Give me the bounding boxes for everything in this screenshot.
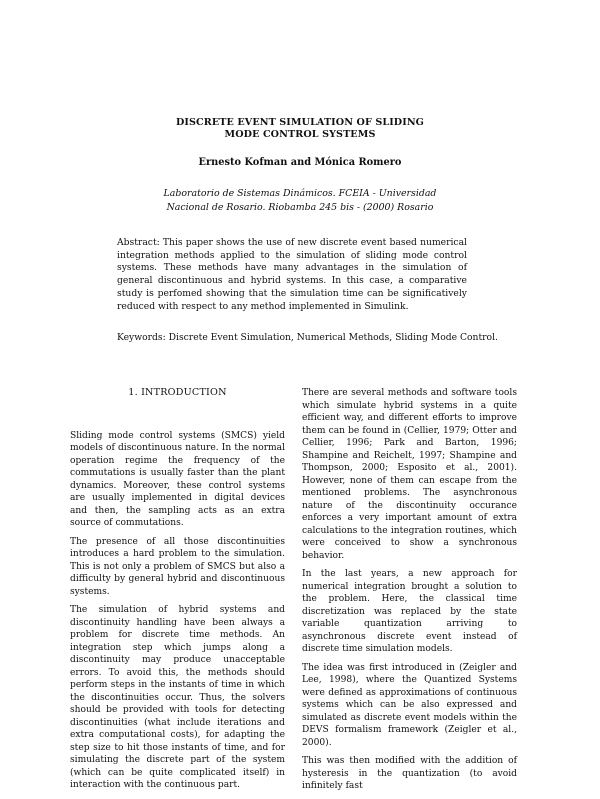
affiliation [120,187,480,214]
paragraph: Sliding mode control systems (SMCS) yield models of discontinuous nature. In the normal operation regime the frequency of the commutations is usually faster than the plant dynamics. Moreover, these control systems are usually implemented in digital devices and then, the sampling acts as an extra source of commutations. [70,430,285,528]
paragraph: This was then modified with the addition of hysteresis in the quantization (to avoid infinitely fast [302,756,517,791]
title-line-2: MODE CONTROL SYSTEMS [224,129,376,140]
keywords: Keywords: Discrete Event Simulation, Numerical Methods, Sliding Mode Control. [117,332,498,343]
abstract: Abstract: This paper shows the use of new discrete event based numerical integration methods applied to the simulation of sliding mode control systems. These methods have many advantages in the simulation of general discontinuous and hybrid systems. In this case, a comparative study is perfomed showing that the simulation time can be significatively reduced with respect to any method implemented in Simulink. [117,237,467,312]
paragraph: In the last years, a new approach for numerical integration brought a solution to the problem. Here, the classical time discretization was replaced by the state variable quantization arriving to asynchronous discrete event instead of discrete time simulation models. [302,569,517,654]
paragraph: There are several methods and software tools which simulate hybrid systems in a quite efficient way, and different efforts to improve them can be found in (Cellier, 1979; Otter and Cellier, 1996; Park and Barton, 1996; Shampine and Reichelt, 1997; Shampine and Thompson, 2000; Esposito et al., 2001). However, none of them can escape from the mentioned problems. The asynchronous nature of the discontinuity occurance enforces a very important amount of extra calculations to the integration routines, which were conceived to show a synchronous behavior. [302,388,517,561]
section-heading-introduction: 1. INTRODUCTION [128,387,227,398]
affiliation-line-1: Laboratorio de Sistemas Dinámicos. FCEIA - Universidad [163,188,437,199]
left-column [70,387,285,798]
paragraph: The simulation of hybrid systems and discontinuity handling have been always a problem for discrete time methods. An integration step which jumps along a discontinuity may produce unacceptable errors. To avoid this, the methods should perform steps in the instants of time in which the discontinuities occur. Thus, the solvers should be provided with tools for detecting discontinuities (what include iterations and extra computational costs), for adapting the step size to hit those instants of time, and for simulating the discrete part of the system (which can be quite complicated itself) in interaction with the continuous part. [70,605,285,790]
paper-title [150,117,450,141]
affiliation-line-2: Nacional de Rosario. Riobamba 245 bis - (2000) Rosario [166,201,434,213]
title-line-1: DISCRETE EVENT SIMULATION OF SLIDING [176,117,424,128]
paragraph: The idea was first introduced in (Zeigler and Lee, 1998), where the Quantized Systems were defined as approximations of continuous systems which can be also expressed and simulated as discrete event models within the DEVS formalism framework (Zeigler et al., 2000). [302,662,517,748]
author-names: Ernesto Kofman and Mónica Romero [198,157,402,168]
paragraph: The presence of all those discontinuities introduces a hard problem to the simulation. This is not only a problem of SMCS but also a difficulty by general hybrid and discontinuous systems. [70,536,285,597]
right-column [302,387,517,799]
